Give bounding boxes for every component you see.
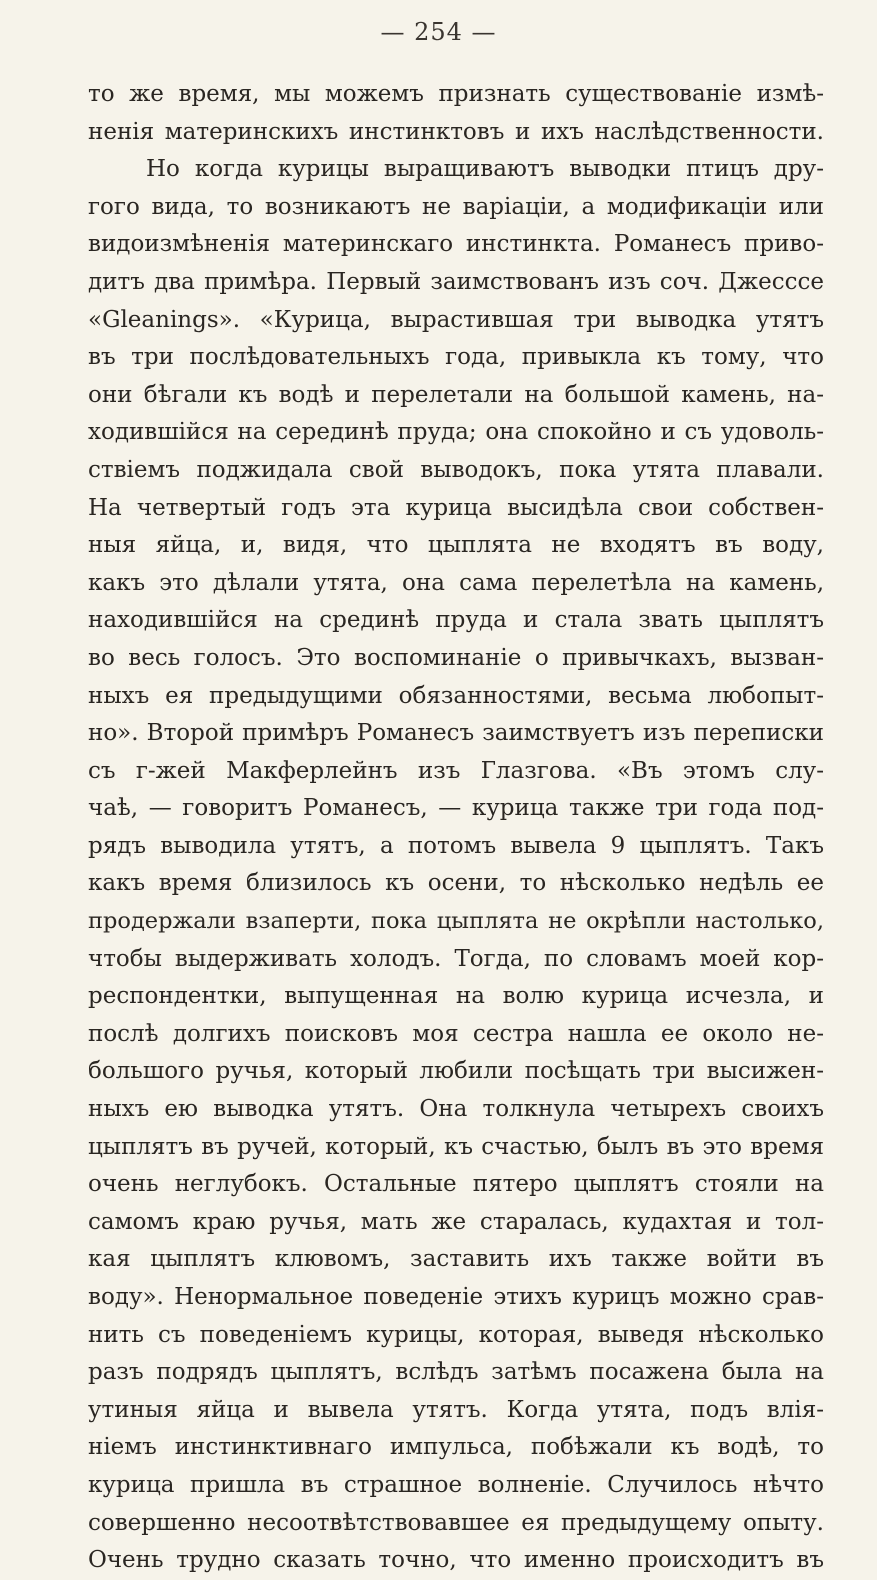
text-line: ненія материнскихъ инстинктовъ и ихъ наслѣдственности. — [88, 118, 824, 145]
text-line: то же время, мы можемъ признать существованіе измѣ- — [88, 81, 824, 107]
text-line: находившійся на срединѣ пруда и стала звать цыплятъ — [88, 607, 824, 634]
text-line: утиныя яйца и вывела утятъ. Когда утята, подъ влія- — [88, 1396, 824, 1423]
text-line: въ три послѣдовательныхъ года, привыкла къ тому, что — [88, 344, 824, 371]
text-line: респондентки, выпущенная на волю курица исчезла, и — [88, 983, 824, 1010]
text-line: съ г-жей Макферлейнъ изъ Глазгова. «Въ этомъ слу- — [88, 757, 824, 784]
text-line: ходившійся на серединѣ пруда; она спокойно и съ удоволь- — [88, 419, 824, 446]
text-line: ствіемъ поджидала свой выводокъ, пока утята плавали. — [88, 456, 824, 483]
text-line: продержали взаперти, пока цыплята не окрѣпли настолько, — [88, 908, 824, 935]
text-line: чаѣ, — говоритъ Романесъ, — курица также три года под- — [88, 795, 824, 822]
text-line: ныхъ ею выводка утятъ. Она толкнула четырехъ своихъ — [88, 1096, 824, 1123]
text-line: Очень трудно сказать точно, что именно происходитъ въ — [88, 1547, 824, 1574]
text-line: курица пришла въ страшное волненіе. Случилось нѣчто — [88, 1471, 824, 1498]
text-line: послѣ долгихъ поисковъ моя сестра нашла ее около не- — [88, 1020, 824, 1047]
text-line: они бѣгали къ водѣ и перелетали на большой камень, на- — [88, 381, 824, 408]
text-line: очень неглубокъ. Остальные пятеро цыплятъ стояли на — [88, 1171, 824, 1198]
text-line: какъ это дѣлали утята, она сама перелетѣла на камень, — [88, 569, 824, 596]
text-line: На четвертый годъ эта курица высидѣла свои собствен- — [88, 494, 824, 521]
text-line: гого вида, то возникаютъ не варіаціи, а модификаціи или — [88, 193, 824, 220]
text-line: дитъ два примѣра. Первый заимствованъ изъ соч. Джесссе — [88, 268, 824, 295]
text-line: ныя яйца, и, видя, что цыплята не входятъ въ воду, — [88, 532, 824, 559]
text-line: но». Второй примѣръ Романесъ заимствуетъ изъ переписки — [88, 720, 824, 747]
text-line: самомъ краю ручья, мать же старалась, кудахтая и тол- — [88, 1208, 824, 1235]
text-line: «Gleanings». «Курица, вырастившая три выводка утятъ — [88, 306, 824, 333]
text-line: чтобы выдерживать холодъ. Тогда, по словамъ моей кор- — [88, 945, 824, 972]
page-number: — 254 — — [380, 18, 497, 46]
text-line: совершенно несоотвѣтствовавшее ея предыдущему опыту. — [88, 1509, 824, 1536]
text-line: рядъ выводила утятъ, а потомъ вывела 9 цыплятъ. Такъ — [88, 832, 824, 859]
text-line: цыплятъ въ ручей, который, къ счастью, былъ въ это время — [88, 1133, 824, 1160]
paragraph-start-line: Но когда курицы выращиваютъ выводки птицъ дру- — [146, 156, 824, 183]
text-line: какъ время близилось къ осени, то нѣсколько недѣль ее — [88, 870, 824, 897]
text-line: кая цыплятъ клювомъ, заставить ихъ также войти въ — [88, 1246, 824, 1273]
text-line: нить съ поведеніемъ курицы, которая, выведя нѣсколько — [88, 1321, 824, 1348]
body-text — [88, 76, 824, 1580]
text-line: во весь голосъ. Это воспоминаніе о привычкахъ, вызван- — [88, 644, 824, 671]
text-line: разъ подрядъ цыплятъ, вслѣдъ затѣмъ посажена была на — [88, 1359, 824, 1386]
text-line: большого ручья, который любили посѣщать три высижен- — [88, 1058, 824, 1085]
text-line: ніемъ инстинктивнаго импульса, побѣжали къ водѣ, то — [88, 1434, 824, 1461]
text-line: воду». Ненормальное поведеніе этихъ курицъ можно срав- — [88, 1284, 824, 1310]
text-line: ныхъ ея предыдущими обязанностями, весьма любопыт- — [88, 682, 824, 709]
text-line: видоизмѣненія материнскаго инстинкта. Романесъ приво- — [88, 231, 824, 258]
